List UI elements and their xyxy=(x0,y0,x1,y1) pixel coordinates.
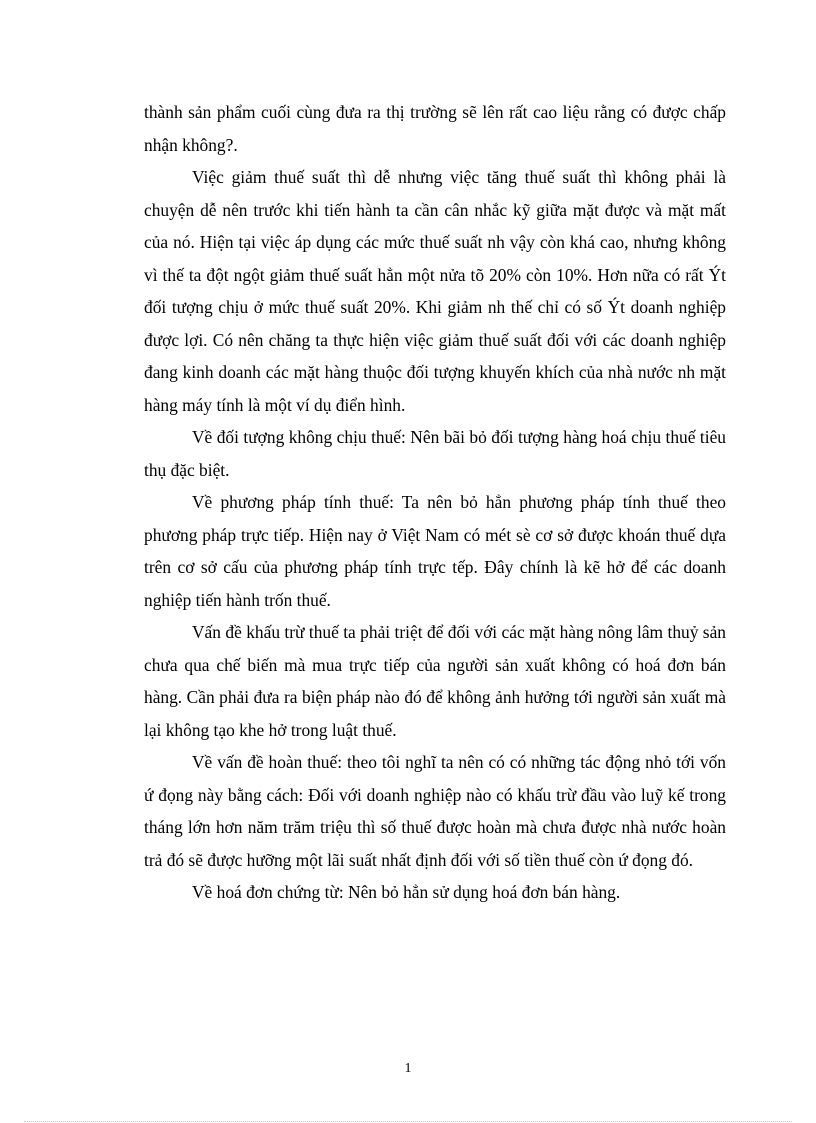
paragraph-continuation: thành sản phẩm cuối cùng đưa ra thị trường sẽ lên rất cao liệu rằng có được chấp nhận không?. xyxy=(144,102,726,155)
paragraph-invoices: Về hoá đơn chứng từ: Nên bỏ hẳn sử dụng hoá đơn bán hàng. xyxy=(192,882,621,902)
page-bottom-divider xyxy=(24,1121,792,1122)
paragraph-deduction: Vấn đề khấu trừ thuế ta phải triệt để đối với các mặt hàng nông lâm thuỷ sản chưa qua chế biến mà mua trực tiếp của người sản xuất không có hoá đơn bán hàng. Cần phải đưa ra biện pháp nào đó để không ảnh hưởng tới người sản xuất mà lại không tạo khe hở trong luật thuế. xyxy=(144,622,726,740)
paragraph-calculation-method: Về phương pháp tính thuế: Ta nên bỏ hẳn phương pháp tính thuế theo phương pháp trực tiếp. Hiện nay ở Việt Nam có mét sè cơ sở được khoán thuế dựa trên cơ sở cấu của phương pháp tính trực tếp. Đây chính là kẽ hở để các doanh nghiệp tiến hành trốn thuế. xyxy=(144,492,726,610)
paragraph-refund: Về vấn đề hoàn thuế: theo tôi nghĩ ta nên có có những tác động nhỏ tới vốn ứ đọng này bằng cách: Đối với doanh nghiệp nào có khấu trừ đầu vào luỹ kế trong tháng lớn hơn năm trăm triệu thì số thuế được hoàn mà chưa được nhà nước hoàn trả đó sẽ được hưỡng một lãi suất nhất định đối với số tiền thuế còn ứ đọng đó. xyxy=(144,752,726,870)
paragraph-non-taxable: Về đối tượng không chịu thuế: Nên bãi bỏ đối tượng hàng hoá chịu thuế tiêu thụ đặc biệt. xyxy=(144,427,726,480)
document-body xyxy=(144,96,726,909)
page-number: 1 xyxy=(404,1061,412,1076)
paragraph-tax-rate: Việc giảm thuế suất thì dễ nhưng việc tăng thuế suất thì không phải là chuyện dễ nên trước khi tiến hành ta cần cân nhắc kỹ giữa mặt được và mặt mất của nó. Hiện tại việc áp dụng các mức thuế suất nh vậy còn khá cao, nhưng không vì thế ta đột ngột giảm thuế suất hẳn một nửa tõ 20% còn 10%. Hơn nữa có rất Ýt đối tượng chịu ở mức thuế suất 20%. Khi giảm nh thế chỉ có số Ýt doanh nghiệp được lợi. Có nên chăng ta thực hiện việc giảm thuế suất đối với các doanh nghiệp đang kinh doanh các mặt hàng thuộc đối tượng khuyến khích của nhà nước nh mặt hàng máy tính là một ví dụ điển hình. xyxy=(144,167,726,415)
